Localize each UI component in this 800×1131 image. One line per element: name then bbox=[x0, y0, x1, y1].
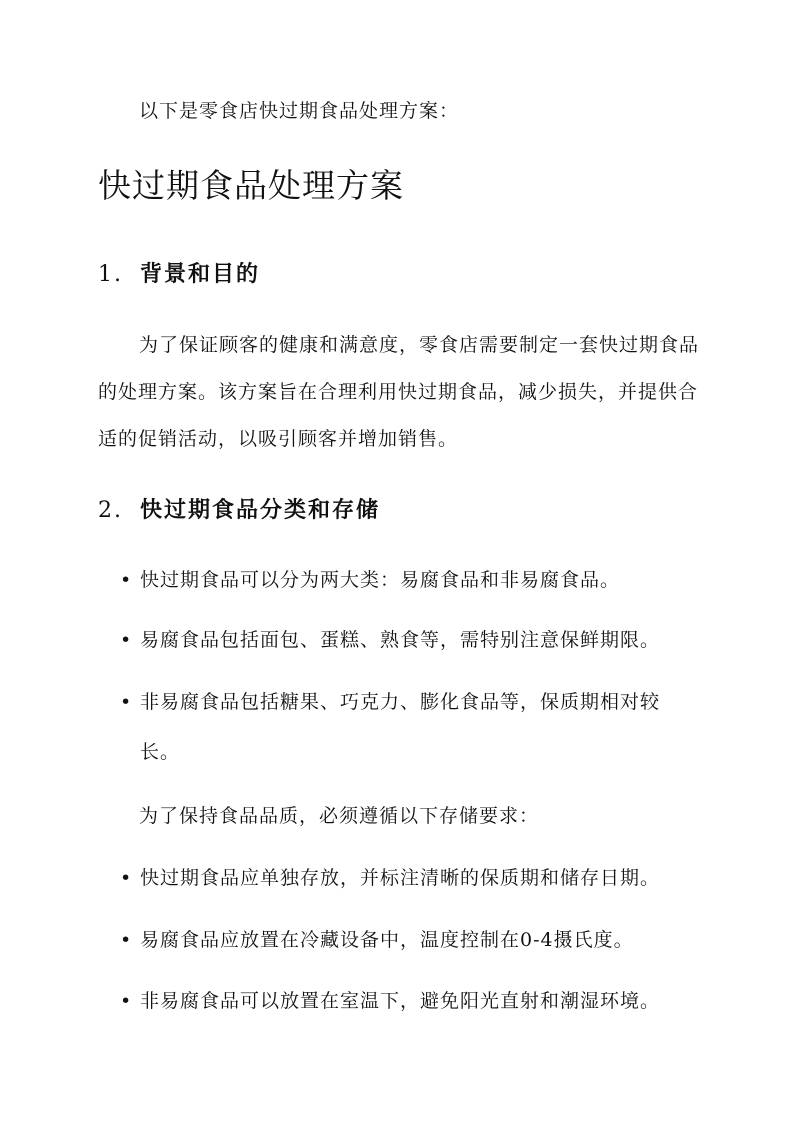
section-title: 背景和目的 bbox=[140, 261, 261, 287]
list-item-text: 快过期食品应单独存放，并标注清晰的保质期和储存日期。 bbox=[140, 867, 661, 889]
list-item-text: 易腐食品应放置在冷藏设备中，温度控制在0-4摄氏度。 bbox=[140, 929, 634, 951]
bullet-icon: • bbox=[120, 691, 133, 713]
section-number: 2. bbox=[98, 498, 123, 523]
list-item bbox=[120, 677, 700, 777]
bullet-icon: • bbox=[120, 929, 133, 951]
list-item bbox=[120, 555, 700, 605]
section-heading-2 bbox=[98, 493, 380, 524]
bullet-icon: • bbox=[120, 569, 133, 591]
bullet-icon: • bbox=[120, 867, 133, 889]
list-item-text: 易腐食品包括面包、蛋糕、熟食等，需特别注意保鲜期限。 bbox=[140, 629, 661, 651]
section-title: 快过期食品分类和存储 bbox=[140, 497, 381, 523]
section-1-paragraph: 为了保证顾客的健康和满意度，零食店需要制定一套快过期食品的处理方案。该方案旨在合理利用快过期食品，减少损失，并提供合适的促销活动，以吸引顾客并增加销售。 bbox=[98, 334, 700, 450]
list-item-text: 非易腐食品包括糖果、巧克力、膨化食品等，保质期相对较长。 bbox=[140, 691, 661, 763]
intro-line: 以下是零食店快过期食品处理方案： bbox=[139, 100, 460, 122]
list-item bbox=[120, 976, 700, 1026]
list-item-text: 快过期食品可以分为两大类：易腐食品和非易腐食品。 bbox=[140, 569, 621, 591]
bullet-icon: • bbox=[120, 629, 133, 651]
list-item bbox=[120, 615, 700, 665]
section-heading-1 bbox=[98, 257, 260, 288]
list-item-text: 非易腐食品可以放置在室温下，避免阳光直射和潮湿环境。 bbox=[140, 990, 661, 1012]
bullet-icon: • bbox=[120, 990, 133, 1012]
document-title: 快过期食品处理方案 bbox=[98, 166, 404, 205]
list-item bbox=[120, 853, 700, 903]
list-item bbox=[120, 915, 700, 965]
section-number: 1. bbox=[98, 262, 123, 287]
storage-requirements-intro: 为了保持食品品质，必须遵循以下存储要求： bbox=[139, 805, 540, 827]
